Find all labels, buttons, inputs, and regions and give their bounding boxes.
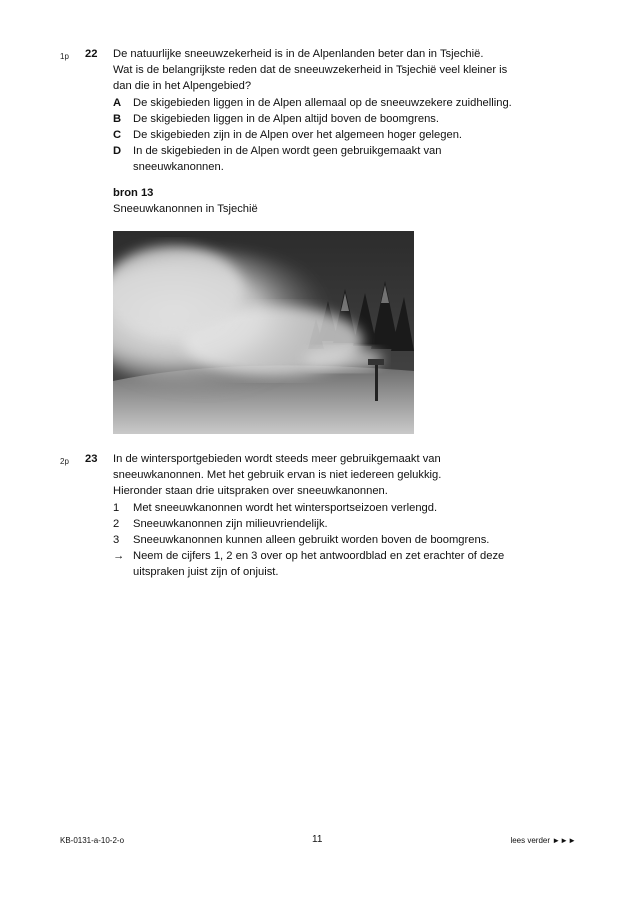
snow-cannon-photo	[113, 231, 414, 434]
question-number: 22	[85, 48, 98, 60]
option-label: C	[113, 129, 122, 142]
answer-option-c	[113, 127, 573, 143]
question-number: 23	[85, 453, 98, 465]
statement-label: 3	[113, 534, 120, 547]
question-text-line: Hieronder staan drie uitspraken over sneeuwkanonnen.	[113, 485, 388, 498]
snow-cannon-image	[113, 231, 414, 434]
answer-option-d	[113, 143, 573, 175]
option-text: De skigebieden liggen in de Alpen allemaal op de sneeuwzekere zuidhelling.	[133, 96, 512, 109]
question-text-line: sneeuwkanonnen. Met het gebruik ervan is niet iedereen gelukkig.	[113, 469, 442, 482]
question-text-line: In de wintersportgebieden wordt steeds meer gebruikgemaakt van	[113, 453, 441, 465]
page-number: 11	[312, 834, 323, 845]
question-body	[113, 451, 573, 581]
option-text: De skigebieden zijn in de Alpen over het algemeen hoger gelegen.	[133, 129, 463, 142]
instruction-text: Neem de cijfers 1, 2 en 3 over op het antwoordblad en zet erachter of deze	[133, 550, 505, 563]
option-text: De skigebieden liggen in de Alpen altijd boven de boomgrens.	[133, 112, 440, 125]
statement-1	[113, 500, 573, 516]
arrow-icon: →	[113, 550, 125, 563]
answer-option-b	[113, 111, 573, 127]
statement-label: 2	[113, 517, 120, 530]
statement-2	[113, 516, 573, 532]
continue-indicator: lees verder ►►►	[510, 836, 576, 845]
statement-text: Sneeuwkanonnen kunnen alleen gebruikt worden boven de boomgrens.	[133, 534, 490, 547]
option-label: B	[113, 112, 122, 125]
statement-text: Sneeuwkanonnen zijn milieuvriendelijk.	[133, 517, 328, 530]
option-label: D	[113, 145, 122, 158]
statement-label: 1	[113, 501, 120, 514]
option-text: sneeuwkanonnen.	[133, 161, 224, 174]
question-text-line: Wat is de belangrijkste reden dat de sneeuwzekerheid in Tsjechië veel kleiner is	[113, 64, 508, 77]
question-text-line: De natuurlijke sneeuwzekerheid is in de Alpenlanden beter dan in Tsjechië.	[113, 48, 484, 60]
question-points: 1p	[60, 52, 69, 61]
statement-text: Met sneeuwkanonnen wordt het wintersportseizoen verlengd.	[133, 501, 438, 514]
question-body	[113, 46, 573, 176]
source-heading	[113, 185, 258, 217]
answer-option-a	[113, 95, 573, 111]
option-label: A	[113, 96, 122, 109]
statement-3	[113, 532, 573, 548]
instruction	[113, 548, 573, 580]
question-points: 2p	[60, 457, 69, 466]
question-text-line: dan die in het Alpengebied?	[113, 80, 252, 93]
exam-code: KB-0131-a-10-2-o	[60, 836, 125, 845]
source-caption: Sneeuwkanonnen in Tsjechië	[113, 203, 258, 216]
instruction-text: uitspraken juist zijn of onjuist.	[133, 566, 279, 579]
source-title: bron 13	[113, 187, 154, 199]
option-text: In de skigebieden in de Alpen wordt geen gebruikgemaakt van	[133, 145, 442, 158]
